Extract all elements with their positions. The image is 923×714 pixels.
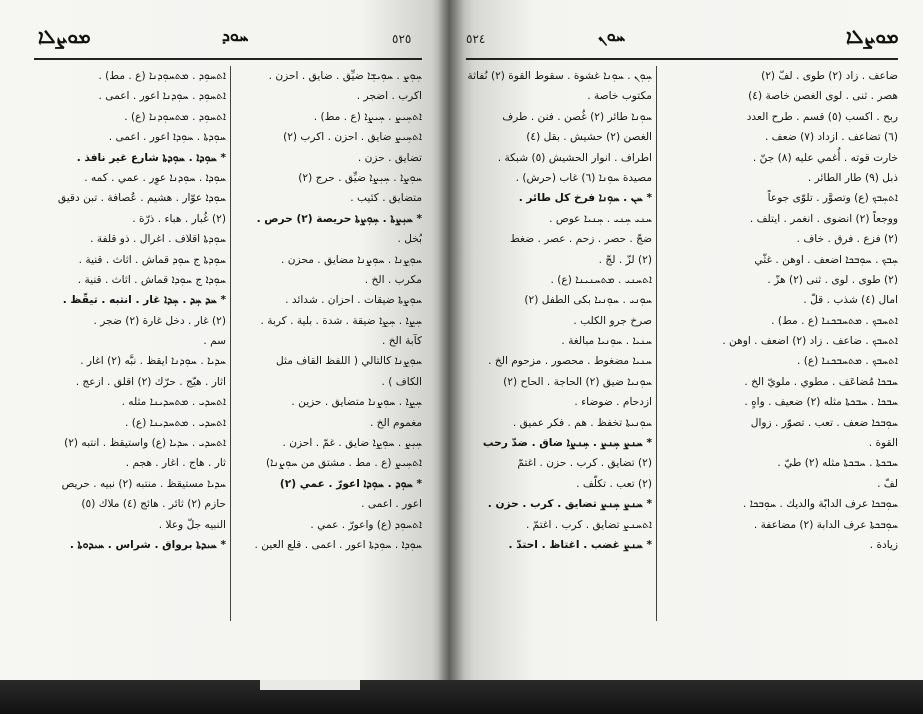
dictionary-line: ܚܘܼܒܟܬܐ عرف الدابة (٢) مضاعفة .: [753, 518, 898, 531]
dictionary-line: سم .: [203, 335, 226, 348]
dictionary-line: * ܚܕ ܚܼܕ . ܚܼܕܐ غار . انتبه . تيقّظ .: [62, 294, 226, 307]
left-page-header-inner: ܚܘܕ: [222, 26, 249, 45]
dictionary-line: الكاف ) .: [381, 375, 422, 388]
dictionary-line: (٢) تعب . تكلّف .: [576, 477, 652, 490]
dictionary-line: مكرب . الخ .: [364, 273, 422, 286]
dictionary-line: الغصن (٢) حشيش . بقل (٤): [526, 131, 652, 144]
dictionary-line: (٢) فزع . فرق . خاف .: [796, 233, 898, 246]
dictionary-line: ܚܘܼܒܟܐ عرف الدابّة والديك . ܚܘܼܒܟܐ .: [743, 498, 898, 511]
dictionary-line: ܐܬܚܒܟ . ضاعف . زاد (٢) اضعف . اوهن .: [722, 335, 898, 348]
dictionary-line: ܚܘܼܕܬܐ . ܚܘܼܕܐ اعور . اعمى .: [108, 131, 226, 144]
dictionary-line: * ܚܢ . ܚܘܼܢܐ فرخ كل طائر .: [518, 192, 652, 205]
dictionary-line: لفّ .: [877, 477, 898, 490]
dictionary-line: اكرب . اضجر .: [356, 90, 422, 103]
right-page: [450, 0, 923, 680]
dictionary-line: صرخ جرو الكلب .: [573, 314, 652, 327]
left-column-divider: [230, 66, 231, 621]
dictionary-line: ܚܢܝܐ مضغوط . محصور . مزحوم الخ .: [488, 355, 652, 368]
dictionary-line: ܚܼܘܼܨ . ܚܘܼܝܫܼܐ ضيِّق . ضايق . احزن .: [268, 70, 422, 82]
right-page-header-outer: ܡܘܨܠܐ: [846, 26, 899, 48]
dictionary-line: (٢) لزّ . لجّ .: [598, 253, 652, 266]
dictionary-line: ضجّ . حصر . زحم . عصر . ضغط: [509, 233, 652, 246]
dictionary-line: اعور . اعمى .: [361, 498, 422, 511]
right-column-divider: [656, 66, 657, 621]
dictionary-line: ܚܼܒܟ . ܚܘܼܒܟܐ اضعف . اوهن . غثّي: [754, 253, 898, 266]
dictionary-line: ܐܬܚܕܝ . ܡܬܚܕܝܢܐ مثله .: [121, 396, 226, 409]
dictionary-line: ܚܼܝܼܨ . ܚܘܼܨܼܐ ضايق . غمّ . احزن .: [282, 437, 422, 450]
book-gutter: [438, 0, 464, 680]
dictionary-line: ܚܘܼܕܐ . ܚܘܼܕܬܐ اعور . اعمى . قلع العين .: [254, 538, 422, 551]
right-page-right-column: [662, 66, 898, 555]
dictionary-line: ܐܬܚܼܝܨ . ܚܼܝܨܐ (ع . مط) .: [313, 110, 422, 123]
dictionary-line: * ܚܝܼܨܬܐ . ܚܼܘܼܨܬܐ حريصة (٢) حرص .: [256, 212, 422, 225]
dictionary-line: (٢) طوى . لوى . ثنى (٢) هزّ .: [767, 273, 898, 286]
dictionary-line: ܐܬܚܼܒܟ (ع) وتصوَّر . تلوّى جوعاً: [767, 192, 898, 205]
dictionary-line: ܚܘܼܢܝ . ܚܘܼܢܝܐ بكى الطفل (٢): [524, 294, 652, 307]
dictionary-line: ܚܘܼܨܬܐ ضيقات . احزان . شدائد .: [285, 294, 422, 307]
dictionary-line: * ܚܘܼܕܐ . ܚܘܼܕܬܐ شارع غير نافذ .: [76, 151, 226, 164]
right-page-number: ٥٢٤: [466, 32, 486, 46]
dictionary-line: اثار . هيّج . حرّك (٢) اقلق . ازعج .: [75, 375, 226, 388]
dictionary-line: ܚܼܨܼܐ . ܚܘܼܨܢܐ متضايق . حزين .: [291, 396, 422, 409]
dictionary-line: ܐܬܚܘܼܕ . ܚܘܼܕܢܐ اعور . اعمى .: [98, 90, 226, 103]
dictionary-line: ܐܬܚܕܝ . ܚܕܝܐ (ع) واستيقظ . انتبه (٢): [64, 437, 226, 450]
left-header-rule: [34, 58, 422, 60]
dictionary-line: ܚܘܼܕܐ . ܚܘܼܕܢܐ عوِر . عمي . كمه .: [84, 171, 226, 184]
dictionary-line: ܚܘܼܕܐ عوّار . هشيم . عُصافة . تبن دقيق: [57, 192, 226, 205]
dictionary-line: ܚܘܼܢܝܐ ضيق (٢) الحاجة . الحاح (٢): [503, 375, 652, 388]
dictionary-line: ܐܬܚܼܝܨ ضايق . احزن . اكرب (٢): [283, 131, 422, 144]
dictionary-line: ܚܘܼܕܬܐ ج ܚܘܼܕ قماش . اثاث . قنية .: [78, 253, 226, 266]
dictionary-line: ܐܬܚܒܟ . ܡܬܚܒܟܢܐ (ع . مط) .: [771, 314, 898, 327]
dictionary-line: ܚܘܼܨܼܢܐ كالتالي ( اللفظ القاف مثل: [275, 355, 422, 368]
dictionary-line: ܚܢܝܐ . ܚܘܼܢܝܐ مبالغة .: [561, 335, 652, 348]
dictionary-line: ܚܘܼܕܬܐ اقلاف . اغرال . ذو قلفة .: [90, 233, 226, 246]
left-page-left-column: [38, 66, 226, 555]
left-page-header-outer: ܡܘܨܠܐ: [38, 26, 91, 48]
dictionary-line: (٢) غُبار . هباء . ذرّة .: [132, 212, 226, 225]
dictionary-line: (٢) غار . دخل غارة (٢) ضجر .: [93, 314, 226, 327]
dictionary-line: ازدحام . ضوضاء .: [574, 396, 652, 409]
dictionary-line: ܐܬܚܢܨ تضايق . كرب . اغتمّ .: [525, 518, 652, 531]
dictionary-line: ربح . اكسب (٥) قسم . طرح العدد: [746, 110, 898, 123]
dictionary-line: ܐܬܚܢܝ . ܡܬܚܢܝܢܐ (ع) .: [550, 273, 652, 286]
dictionary-line: * ܚܝܕܬܐ برواق . شراس . ܚܝܕܘܬܐ .: [69, 538, 226, 551]
dictionary-line: ܚܘܼܢܝܬܐ تخفظ . هم . فكر عميق .: [512, 416, 652, 429]
dictionary-line: زيادة .: [869, 538, 898, 551]
left-page-right-column: [236, 66, 422, 555]
dictionary-line: ذبل (٩) طار الطائر .: [807, 171, 898, 184]
dictionary-line: ܚܢܝ ܚܼܢܝ . ܚܼܢܝܐ عوص .: [549, 212, 652, 225]
dictionary-line: ܚܒܟܬܐ . ܚܒܟܬܐ مثله (٢) طيّ .: [777, 457, 898, 470]
dictionary-line: ܚܼܘܼܢ . ܚܘܼܢܐ غشوة . سقوط القوة (٢) نُفاثة: [467, 70, 652, 82]
dictionary-line: خارت قوته . أُغمي عليه (٨) جنّ .: [752, 151, 898, 164]
dictionary-line: ܐܬܚܘܼܕ . ܡܬܚܘܼܕܢܐ (ع . مط) .: [98, 70, 226, 82]
dictionary-line: ܚܒܟܐ . ܚܒܟܬܐ مثله (٢) ضعيف . واهٍ .: [744, 396, 898, 409]
dictionary-line: (٢) تضايق . كرب . حزن . اغتمّ: [517, 457, 652, 470]
dictionary-line: كآبة الخ .: [381, 335, 422, 348]
dictionary-line: ܚܘܼܨܐ . ܚܼܝܼܨܐ ضيِّق . حرج (٢): [298, 171, 422, 184]
dictionary-line: ووجعاً (٢) انضوى . انغمر . ايتلف .: [749, 212, 898, 225]
dictionary-line: ܚܘܼܢܐ طائر (٢) غُصن . فنن . طرف: [502, 110, 652, 123]
dictionary-line: مغموم الخ .: [369, 416, 422, 429]
dictionary-line: ثار . هاج . اغار . هجم .: [125, 457, 226, 470]
right-header-rule: [466, 58, 898, 60]
dictionary-line: ܐܬܚܒܟ . ܡܬܚܒܟܢܐ (ع) .: [796, 355, 898, 368]
dictionary-line: ܚܘܼܨܼܢܐ . ܚܘܼܨܢܐ مضايق . محزن .: [281, 253, 422, 266]
dictionary-line: ܚܼܨܼܐ . ܚܼܨܼܐ ضيقة . شدة . بلية . كربة .: [260, 314, 422, 327]
dictionary-line: اطراف . انوار الحشيش (٥) شبكة .: [497, 151, 652, 164]
left-page: [0, 0, 450, 680]
dictionary-line: مصيدة ܚܘܼܢܐ (٦) غاب (حرش) .: [515, 171, 652, 184]
dictionary-line: ضاعف . زاد (٢) طوى . لفّ (٢): [761, 70, 898, 82]
left-page-number: ٥٢٥: [392, 32, 412, 46]
right-page-left-column: [466, 66, 652, 555]
scanner-edge: [0, 680, 923, 714]
dictionary-line: * ܚܢܨ ܚܼܢܨ تضايق . كرب . حزن .: [487, 498, 652, 511]
dictionary-line: تضايق . حزن .: [357, 151, 422, 164]
dictionary-line: النبيه جلّ وعلا .: [158, 518, 226, 531]
right-page-header-inner: ܚܘܢ: [598, 26, 626, 45]
dictionary-line: ܚܕܝܐ . ܚܘܼܕܢܐ ايقظ . نبَّه (٢) اغار .: [80, 355, 226, 368]
dictionary-line: ܐܬܚܕܝ . ܡܬܚܕܝܢܐ (ع) .: [125, 416, 226, 429]
dictionary-line: هصر . ثنى . لوى الغصن خاصة (٤): [748, 90, 898, 103]
dictionary-line: ܚܘܼܒܟܐ ضعف . تعب . تصوّر . زوال: [750, 416, 898, 429]
dictionary-line: * ܚܢܨ ܚܼܢܨ . ܚܼܢܨܐ ضاق . ضدّ رحب: [482, 437, 652, 450]
dictionary-line: حازم (٢) ثائر . هائج (٤) ملاك (٥): [81, 498, 226, 511]
dictionary-line: * ܚܢܨ غضب . اغتاظ . احتدّ .: [508, 538, 652, 551]
dictionary-line: بُخل .: [397, 233, 422, 246]
dictionary-line: ܐܬܚܘܼܕ (ع) واعورّ . عمي .: [310, 518, 422, 531]
dictionary-line: القوة .: [868, 437, 898, 450]
dictionary-line: ܐܬܚܼܝܨ (ع . مط . مشتق من ܚܘܼܨܢܐ): [266, 457, 422, 470]
dictionary-line: ܚܘܼܕܐ ج ܚܘܼܕܐ قماش . اثاث . قنية .: [77, 273, 226, 286]
dictionary-line: امال (٤) شذب . قلّ .: [803, 294, 898, 307]
dictionary-line: مكتوب خاصة .: [587, 90, 652, 103]
dictionary-line: * ܚܘܼܕ . ܚܘܼܕܐ اعورّ . عمي (٢): [279, 477, 422, 490]
dictionary-line: (٦) تضاعف . ازداد (٧) ضعف .: [764, 131, 898, 144]
dictionary-line: ܐܬܚܘܼܕ . ܡܬܚܘܼܕܢܐ (ع) .: [124, 110, 226, 123]
dictionary-line: ܚܕܝܐ مستيقظ . منتبه (٢) نبيه . حريص: [61, 477, 226, 490]
dictionary-line: متضايق . كئيب .: [350, 192, 422, 205]
dictionary-line: ܚܒܟܐ مُضاعَف . مطوي . ملويّ الخ .: [744, 375, 898, 388]
